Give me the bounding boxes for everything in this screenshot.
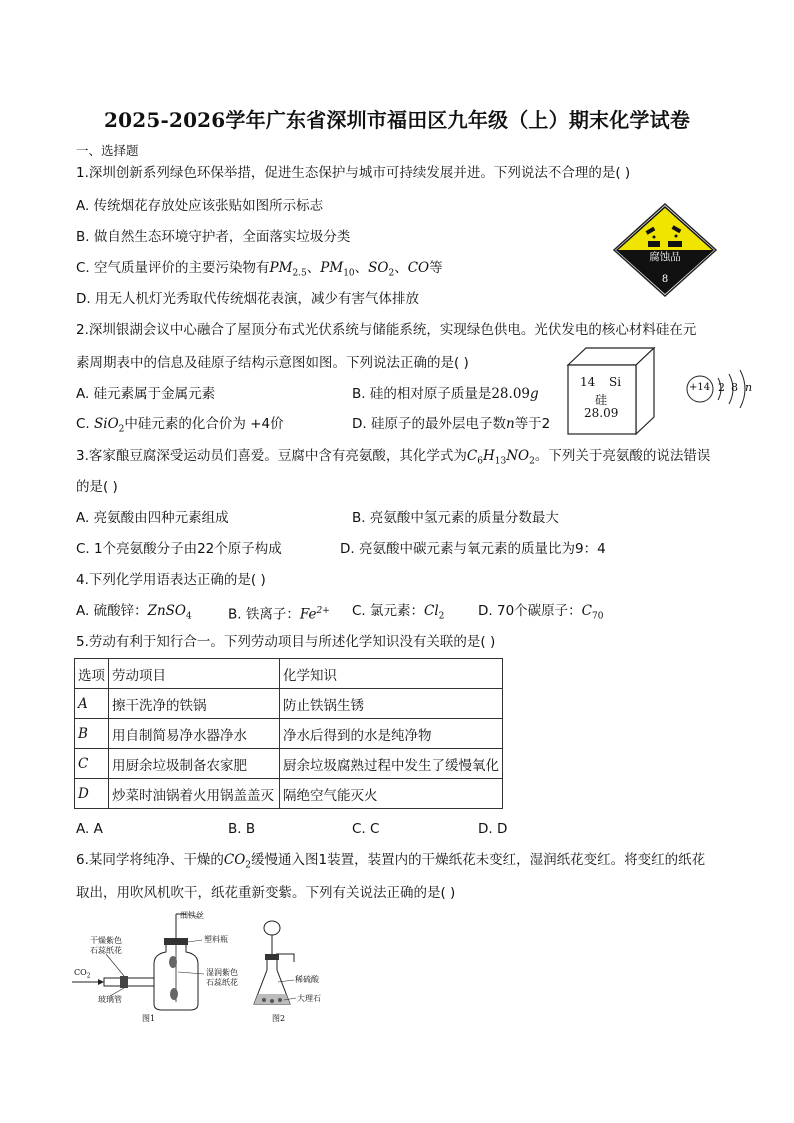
- table-row: [75, 719, 503, 749]
- q5-option-a: A. A: [76, 821, 103, 837]
- q5-option-c: C. C: [352, 821, 380, 837]
- atom-nucleus: +14: [689, 382, 711, 393]
- cell-symbol: Si: [609, 375, 622, 389]
- row-chem-knowledge: 隔绝空气能灭火: [280, 779, 503, 809]
- row-option: D: [75, 779, 109, 809]
- corrosive-sign-number: 8: [661, 274, 669, 285]
- cell-element-name: 硅: [595, 393, 608, 407]
- q4-option-a: A. 硫酸锌：ZnSO$_4$: [76, 603, 192, 622]
- q2-stem-line2: 素周期表中的信息及硅原子结构示意图如图。下列说法正确的是( ): [76, 355, 469, 371]
- q4-option-b: B. 铁离子：$Fe^{2+}$: [228, 606, 330, 623]
- q2-stem-line1: 2.深圳银湖会议中心融合了屋顶分布式光伏系统与储能系统，实现绿色供电。光伏发电的核心材料硅在元: [76, 322, 697, 338]
- figure-1-apparatus: [70, 910, 260, 1025]
- q3-option-c: C. 1个亮氨酸分子由22个原子构成: [76, 541, 282, 557]
- q4-option-c: C. 氯元素：$Cl_2$: [352, 603, 445, 622]
- q4-option-d: D. 70个碳原子：$C_{70}$: [478, 603, 604, 622]
- q6-stem-line2: 取出，用吹风机吹干，纸花重新变紫。下列有关说法正确的是( ): [76, 885, 456, 901]
- fig1-label-dry-flower-2: 石蕊纸花: [90, 946, 122, 955]
- q3-option-a: A. 亮氨酸由四种元素组成: [76, 510, 229, 526]
- q3-stem-line2: 的是( ): [76, 479, 118, 495]
- fig1-label-bottle: 塑料瓶: [204, 935, 228, 944]
- table-header-row: [75, 659, 503, 689]
- table-row: [75, 749, 503, 779]
- atom-structure-diagram: [684, 366, 764, 412]
- q3-option-b: B. 亮氨酸中氢元素的质量分数最大: [352, 510, 559, 526]
- q5-stem: 5.劳动有利于知行合一。下列劳动项目与所述化学知识没有关联的是( ): [76, 634, 496, 650]
- q1-stem: 1.深圳创新系列绿色环保举措，促进生态保护与城市可持续发展并进。下列说法不合理的是( ): [76, 165, 631, 181]
- fig1-caption: 图1: [142, 1014, 156, 1023]
- figure-2-apparatus: [250, 918, 330, 1025]
- fig1-label-wet-flower-2: 石蕊纸花: [206, 978, 238, 987]
- atom-shell-3: n: [745, 381, 753, 394]
- header-chem-knowledge: 化学知识: [280, 659, 503, 689]
- exam-title: 2025-2026学年广东省深圳市福田区九年级（上）期末化学试卷: [103, 108, 691, 132]
- q5-table: [74, 658, 503, 809]
- q2-option-a: A. 硅元素属于金属元素: [76, 386, 216, 402]
- fig1-label-wet-flower-1: 湿润紫色: [206, 968, 238, 977]
- q1-option-c: C. 空气质量评价的主要污染物有$PM_{2.5}$、$PM_{10}$、$SO_2$、CO等: [76, 260, 443, 279]
- q1-option-b: B. 做自然生态环境守护者，全面落实垃圾分类: [76, 229, 351, 245]
- row-chem-knowledge: 净水后得到的水是纯净物: [280, 719, 503, 749]
- fig1-label-dry-flower-1: 干燥紫色: [90, 936, 122, 945]
- q1-option-d: D. 用无人机灯光秀取代传统烟花表演，减少有害气体排放: [76, 291, 419, 307]
- fig1-label-wire: 细铁丝: [180, 911, 204, 920]
- header-option: 选项: [75, 659, 109, 689]
- q5-option-d: D. D: [478, 821, 508, 837]
- header-labor-item: 劳动项目: [109, 659, 280, 689]
- corrosive-sign-icon: [612, 203, 718, 297]
- row-option: C: [75, 749, 109, 779]
- row-labor-item: 用自制简易净水器净水: [109, 719, 280, 749]
- fig2-label-marble: 大理石: [297, 994, 321, 1003]
- row-option: B: [75, 719, 109, 749]
- q2-option-b: B. 硅的相对原子质量是28.09g: [352, 386, 539, 402]
- table-row: [75, 779, 503, 809]
- q3-stem-line1: 3.客家酿豆腐深受运动员们喜爱。豆腐中含有亮氨酸，其化学式为$C_6H_{13}NO_2$。下列关于亮氨酸的说法错误: [76, 448, 711, 467]
- section-heading: 一、选择题: [76, 143, 139, 158]
- row-labor-item: 用厨余垃圾制备农家肥: [109, 749, 280, 779]
- fig2-caption: 图2: [272, 1014, 286, 1023]
- q6-stem-line1: 6.某同学将纯净、干燥的$CO_2$缓慢通入图1装置，装置内的干燥纸花未变红，湿润纸花变红。将变红的纸花: [76, 852, 706, 871]
- q3-option-d: D. 亮氨酸中碳元素与氧元素的质量比为9：4: [340, 541, 606, 557]
- q2-option-d: D. 硅原子的最外层电子数n等于2: [352, 416, 551, 432]
- q2-option-c: C. SiO$_2$中硅元素的化合价为 +4价: [76, 416, 284, 435]
- q1-option-a: A. 传统烟花存放处应该张贴如图所示标志: [76, 198, 324, 214]
- table-row: [75, 689, 503, 719]
- q4-stem: 4.下列化学用语表达正确的是( ): [76, 572, 266, 588]
- row-labor-item: 擦干洗净的铁锅: [109, 689, 280, 719]
- cell-atomic-number: 14: [580, 375, 596, 389]
- row-labor-item: 炒菜时油锅着火用锅盖盖灭: [109, 779, 280, 809]
- periodic-table-cell: [566, 345, 658, 437]
- atom-shell-2: 8: [731, 381, 738, 394]
- corrosive-sign-label: 腐蚀品: [649, 251, 681, 263]
- q5-option-b: B. B: [228, 821, 256, 837]
- cell-atomic-mass: 28.09: [584, 406, 619, 420]
- fig1-label-tube: 玻璃管: [98, 995, 122, 1004]
- atom-shell-1: 2: [718, 381, 725, 394]
- fig2-label-acid: 稀硫酸: [295, 975, 319, 984]
- fig1-label-co2: $CO_2$: [74, 968, 91, 980]
- row-option: A: [75, 689, 109, 719]
- row-chem-knowledge: 厨余垃圾腐熟过程中发生了缓慢氧化: [280, 749, 503, 779]
- row-chem-knowledge: 防止铁锅生锈: [280, 689, 503, 719]
